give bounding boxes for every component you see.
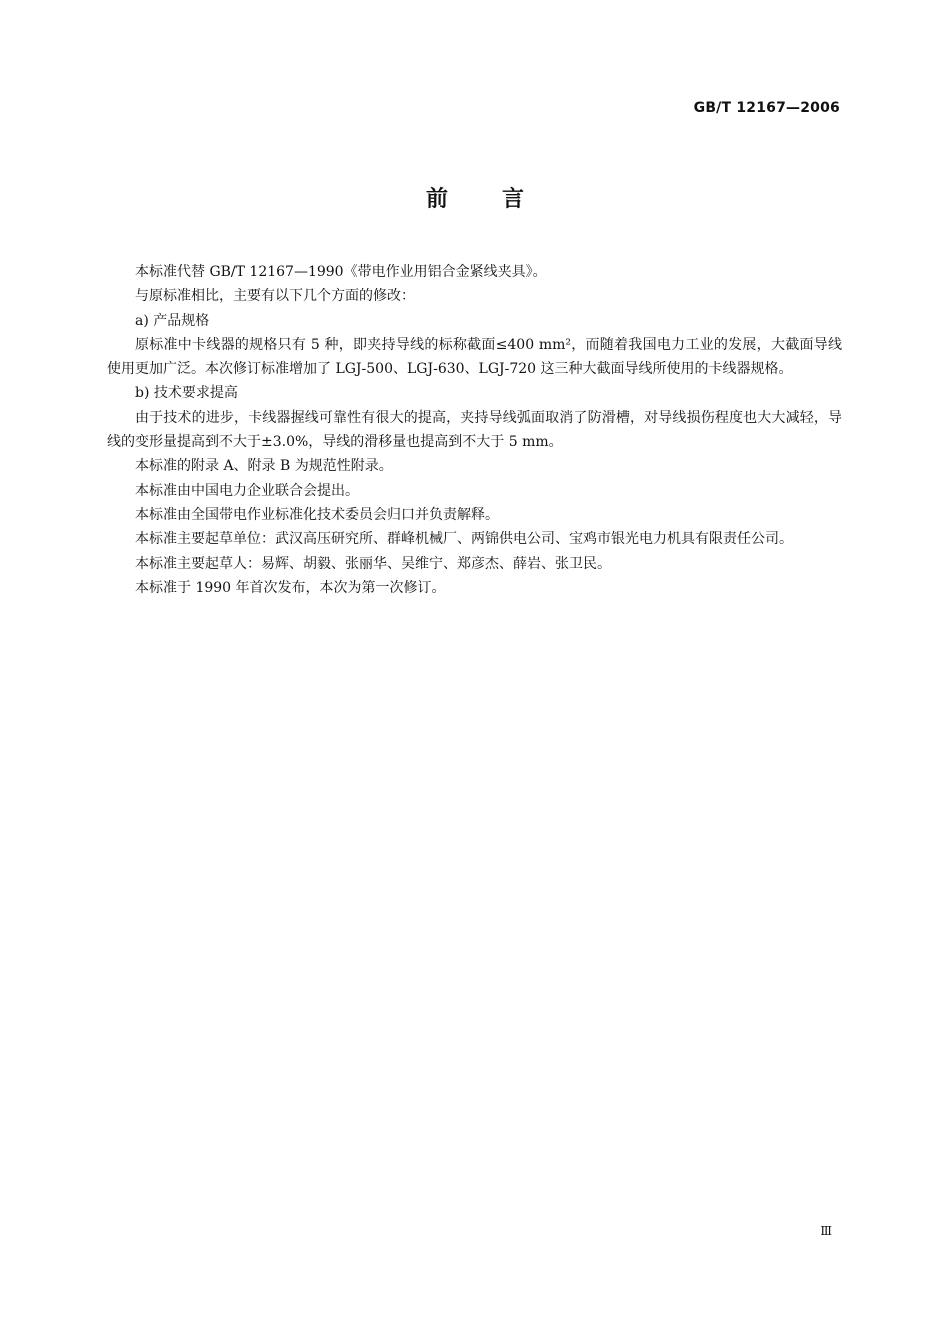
paragraph-annex: 本标准的附录 A、附录 B 为规范性附录。 <box>135 458 393 475</box>
paragraph-item-b: b) 技术要求提高 <box>135 385 238 402</box>
paragraph-committee: 本标准由全国带电作业标准化技术委员会归口并负责解释。 <box>135 506 499 523</box>
paragraph-item-a-detail: 原标准中卡线器的规格只有 5 种，即夹持导线的标称截面≤400 mm²，而随着我国电力工业的发展，大截面导线使用更加广泛。本次修订标准增加了 LGJ-500、LGJ-630、LGJ-720 这三种大截面导线所使用的卡线器规格。 <box>107 336 842 378</box>
paragraph-drafting-units: 本标准主要起草单位：武汉高压研究所、群峰机械厂、两锦供电公司、宝鸡市银光电力机具有限责任公司。 <box>135 531 793 548</box>
paragraph-item-a: a) 产品规格 <box>135 312 210 329</box>
paragraph-changes-intro: 与原标准相比，主要有以下几个方面的修改： <box>135 288 415 305</box>
paragraph-drafters: 本标准主要起草人：易辉、胡毅、张丽华、吴维宁、郑彦杰、薛岩、张卫民。 <box>135 555 611 572</box>
paragraph-publication: 本标准于 1990 年首次发布，本次为第一次修订。 <box>135 579 446 596</box>
paragraph-item-b-detail: 由于技术的进步，卡线器握线可靠性有很大的提高，夹持导线弧面取消了防滑槽，对导线损伤程度也大大减轻，导线的变形量提高到不大于±3.0%，导线的滑移量也提高到不大于 5 mm。 <box>107 409 842 451</box>
foreword-body <box>107 260 842 600</box>
paragraph-proposer: 本标准由中国电力企业联合会提出。 <box>135 482 359 499</box>
standard-number: GB/T 12167—2006 <box>693 100 840 116</box>
page-number: Ⅲ <box>820 1224 832 1238</box>
paragraph-replaces: 本标准代替 GB/T 12167—1990《带电作业用铝合金紧线夹具》。 <box>135 264 547 280</box>
page-title: 前言 <box>425 187 578 212</box>
